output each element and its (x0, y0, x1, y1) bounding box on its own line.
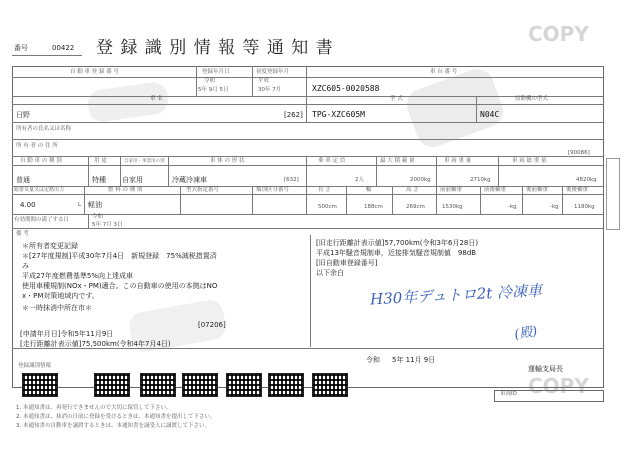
remark-line: み (22, 262, 29, 270)
issue-date: 5年 11月 9日 (392, 356, 436, 364)
remark-line: ＊[27年度規制]平成30年7月4日 新規登録 75%減税措置済 (22, 252, 217, 260)
height-label: 高 さ (406, 187, 419, 193)
row4-v3 (168, 156, 169, 186)
side-stamp (606, 158, 620, 230)
max-load-label: 最 大 積 載 量 (380, 158, 415, 164)
car-name-label: 車 名 (150, 96, 163, 102)
expiry-era: 令和 (92, 214, 104, 220)
maker-code: [262] (284, 111, 303, 119)
row5-v10 (562, 186, 563, 214)
office-title: 運輸支局長 (528, 365, 563, 373)
use-label: 用 途 (94, 158, 107, 164)
remark-line: x・PM対策地域内です。 (22, 292, 99, 300)
first-reg-label: 初度登録年月 (256, 69, 290, 75)
shape-label: 車 体 の 形 状 (210, 158, 245, 164)
row4-divider (12, 165, 603, 166)
capacity-label: 乗 車 定 員 (318, 158, 346, 164)
row4-v7 (498, 156, 499, 186)
length-value: 500cm (318, 204, 337, 210)
qr-code-1 (22, 373, 58, 397)
width-label: 幅 (366, 187, 372, 193)
row5-v3 (252, 186, 253, 214)
remark-line: 平成27年度燃費基準5%向上達成車 (22, 272, 134, 280)
number-label: 番号 (14, 44, 28, 52)
gross-value: 4820kg (576, 177, 597, 183)
row2-label-divider (12, 104, 603, 105)
engine-label: 原動機の型式 (515, 96, 549, 102)
fr-value: -kg (508, 204, 517, 210)
disp-value: 4.00 (20, 201, 36, 209)
old-reg-no: [旧自動車登録番号] (316, 259, 378, 267)
note-1: 1. 本通知書は、再発行できませんので大切に保管して下さい。 (16, 405, 172, 411)
qr-code-7 (312, 373, 348, 397)
class-no-label: 類別区分番号 (256, 187, 290, 193)
use-sub-label: 自家用・事業用の別 (124, 159, 165, 164)
vin-value: XZC605-0020588 (312, 84, 380, 93)
capacity-value: 2人 (355, 177, 364, 183)
expiry-label: 有効期間の満了する日 (14, 217, 70, 223)
row1-divider (12, 77, 603, 78)
rr-label: 後後軸重 (566, 187, 589, 193)
row5-v2 (180, 186, 181, 214)
row2-v1 (306, 96, 307, 122)
model-label: 型 式 (390, 96, 403, 102)
kind-label: 自 動 車 の 種 別 (20, 158, 62, 164)
number-value: 00422 (52, 44, 75, 52)
row5-v8 (480, 186, 481, 214)
vehicle-id-label: 車両ID (500, 391, 517, 397)
qr-code-2 (94, 373, 130, 397)
row4-v2 (120, 156, 121, 186)
owner-name-label: 所有者の氏名又は名称 (16, 126, 72, 132)
handwritten-initials: (殿) (513, 324, 539, 343)
rf-label: 後前軸重 (526, 187, 549, 193)
private-value: 自家用 (122, 176, 143, 184)
ff-value: 1530kg (442, 204, 463, 210)
fuel-value: 軽油 (88, 201, 102, 209)
noise-reg: 平成13年騒音規制車，近接排気騒音規制値 98dB (316, 249, 477, 257)
row4-v1 (88, 156, 89, 186)
row4-v4 (306, 156, 307, 186)
row3-divider (12, 139, 603, 140)
row6-v1 (88, 214, 89, 228)
qr-code-5 (226, 373, 262, 397)
remarks-v-divider (310, 235, 311, 347)
remark-line: ＊所有者変更記録 (22, 242, 78, 250)
row2-v2 (476, 96, 477, 122)
note-3: 3. 本通知書の自動車を譲渡するときは、本通知書を譲受人に譲渡して下さい。 (16, 423, 210, 429)
shape-value: 冷蔵冷凍車 (172, 176, 207, 184)
reg-era: 令和 (204, 78, 216, 84)
reg-date: 5年 9月 5日 (198, 87, 229, 93)
odometer: [走行距離計表示値]75,500km(令和4年7月4日) (20, 340, 171, 348)
weight-value: 2710kg (470, 177, 491, 183)
row1-v3 (306, 66, 307, 96)
row5-v1 (84, 186, 85, 214)
height-value: 269cm (406, 204, 425, 210)
row2-bottom (12, 122, 603, 123)
fuel-label: 燃 料 の 種 別 (108, 187, 143, 193)
fr-label: 前後軸重 (484, 187, 507, 193)
max-load-value: 2000kg (410, 177, 431, 183)
maker-value: 日野 (16, 111, 30, 119)
remarks-lines (22, 241, 310, 313)
remark-line: ＊一時抹消中所在市＊ (22, 304, 92, 312)
row5-v7 (436, 186, 437, 214)
row4-v5 (376, 156, 377, 186)
reg-no-label: 自 動 車 登 録 番 号 (70, 69, 119, 75)
disp-label: 総排気量又は定格出力 (14, 187, 65, 193)
row1-v1 (196, 66, 197, 96)
handwritten-note: H30年デュトロ2t 冷凍車 (369, 281, 543, 309)
remarks-bottom (12, 348, 603, 349)
first-reg-date: 30年 7月 (258, 87, 282, 93)
old-odometer: [旧走行距離計表示値]57,700km(令和3年6月28日) (316, 239, 479, 247)
row5-divider (12, 194, 603, 195)
qr-code-4 (182, 373, 218, 397)
length-label: 長 さ (318, 187, 331, 193)
remarks-label: 備 考 (16, 231, 29, 237)
rr-value: 1180kg (574, 204, 595, 210)
disp-unit: L (78, 202, 82, 208)
owner-addr-label: 所 有 者 の 住 所 (16, 143, 58, 149)
row5-v6 (392, 186, 393, 214)
qr-section-label: 登録識別情報 (18, 363, 52, 369)
use-value: 特種 (92, 176, 106, 184)
copy-watermark-bottom: COPY (528, 374, 589, 398)
gross-label: 車 両 総 重 量 (512, 158, 547, 164)
weight-label: 車 両 重 量 (444, 158, 472, 164)
blank-below: 以下余白 (316, 269, 344, 277)
note-2: 2. 本通知書は、抹消の日前に登録を受けるときは、本通知書を提出して下さい。 (16, 414, 216, 420)
row5-v5 (346, 186, 347, 214)
model-value: TPG-XZC605M (312, 110, 365, 119)
expiry-date: 5年 7月 3日 (92, 222, 123, 228)
row5-v4 (306, 186, 307, 214)
row1-v2 (252, 66, 253, 96)
reg-date-label: 登録年月日 (202, 69, 230, 75)
copy-watermark-top: COPY (528, 22, 589, 46)
row4-bottom (12, 186, 603, 187)
kind-value: 普通 (16, 176, 30, 184)
first-reg-era: 平成 (258, 78, 270, 84)
type-no-label: 型式指定番号 (186, 187, 220, 193)
qr-code-3 (140, 373, 176, 397)
rf-value: -kg (550, 204, 559, 210)
shape-code: [632] (284, 177, 299, 183)
ff-label: 前前軸重 (440, 187, 463, 193)
page-title: 登 録 識 別 情 報 等 通 知 書 (96, 38, 334, 58)
apply-date: [申請年月日]令和5年11月9日 (20, 330, 114, 338)
issue-era: 令和 (366, 356, 380, 364)
row3-bottom (12, 156, 603, 157)
qr-code-6 (268, 373, 304, 397)
remark-line: 使用車種規制(NOx・PM)適合。この自動車の使用の本拠はNO (22, 282, 218, 290)
row5-v9 (522, 186, 523, 214)
vin-label: 車 台 番 号 (430, 69, 458, 75)
addr-code: [90086] (568, 150, 590, 156)
width-value: 188cm (364, 204, 383, 210)
number-underline (12, 55, 82, 56)
remarks-code: [07206] (198, 321, 226, 329)
engine-value: N04C (480, 110, 500, 119)
row4-v6 (436, 156, 437, 186)
